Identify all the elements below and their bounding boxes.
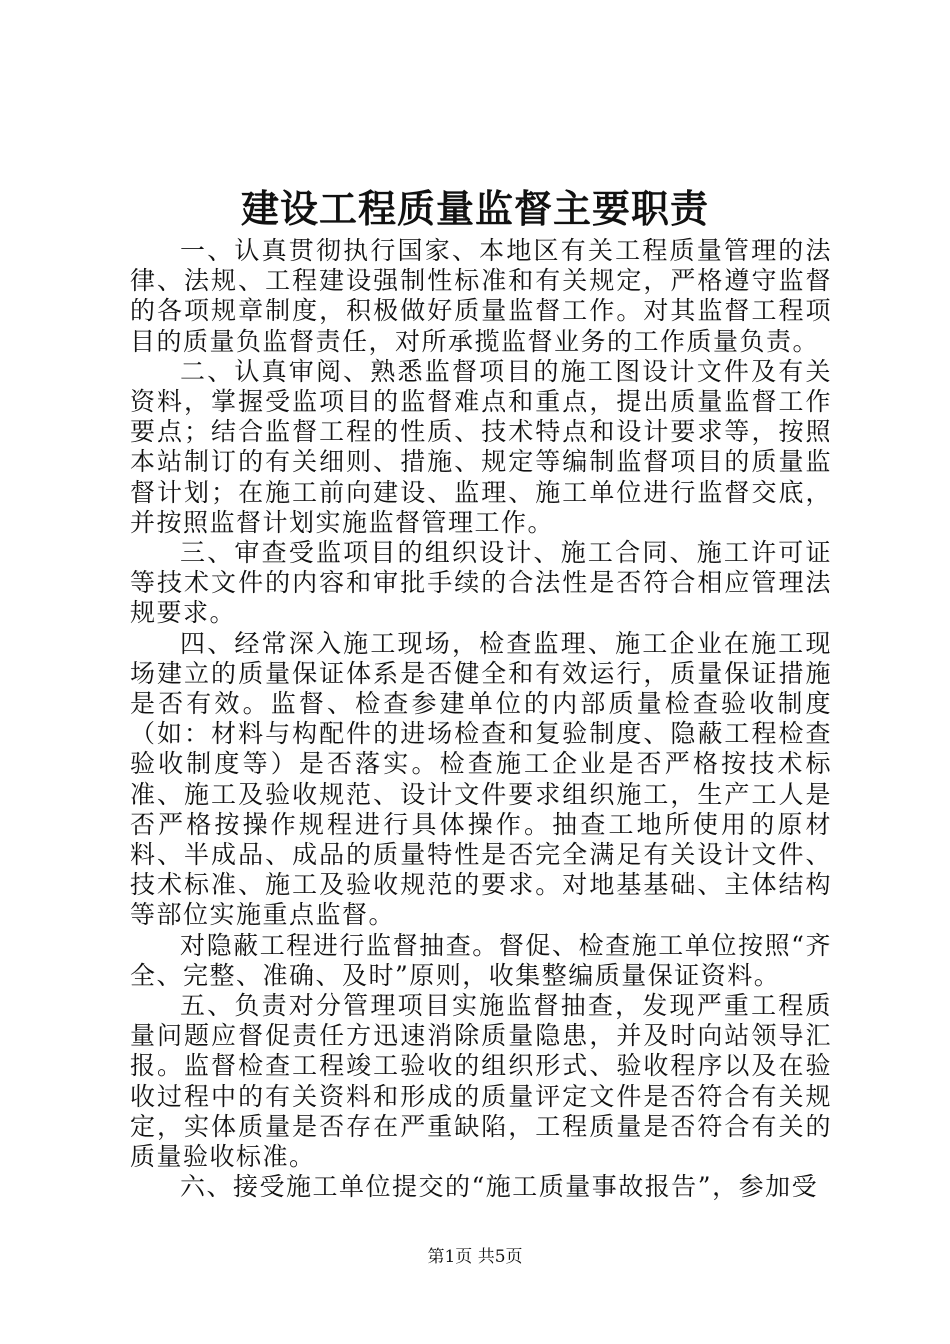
paragraph-1: 一、认真贯彻执行国家、本地区有关工程质量管理的法律、法规、工程建设强制性标准和有关规定，严格遵守监督的各项规章制度，积极做好质量监督工作。对其监督工程项目的质量负监督责任，对所承揽监督业务的工作质量负责。 xyxy=(130,236,832,356)
document-body xyxy=(130,236,832,1203)
paragraph-7: 六、接受施工单位提交的“施工质量事故报告”，参加受 xyxy=(180,1172,819,1202)
paragraph-3: 三、审查受监项目的组织设计、施工合同、施工许可证等技术文件的内容和审批手续的合法性是否符合相应管理法规要求。 xyxy=(130,538,832,628)
paragraph-2: 二、认真审阅、熟悉监督项目的施工图设计文件及有关资料，掌握受监项目的监督难点和重点，提出质量监督工作要点；结合监督工程的性质、技术特点和设计要求等，按照本站制订的有关细则、措施、规定等编制监督项目的质量监督计划；在施工前向建设、监理、施工单位进行监督交底，并按照监督计划实施监督管理工作。 xyxy=(130,356,832,537)
paragraph-4: 四、经常深入施工现场，检查监理、施工企业在施工现场建立的质量保证体系是否健全和有效运行，质量保证措施是否有效。监督、检查参建单位的内部质量检查验收制度（如：材料与构配件的进场检查和复验制度、隐蔽工程检查验收制度等）是否落实。检查施工企业是否严格按技术标准、施工及验收规范、设计文件要求组织施工，生产工人是否严格按操作规程进行具体操作。抽查工地所使用的原材料、半成品、成品的质量特性是否完全满足有关设计文件、技术标准、施工及验收规范的要求。对地基基础、主体结构等部位实施重点监督。 xyxy=(130,628,832,930)
paragraph-5: 对隐蔽工程进行监督抽查。督促、检查施工单位按照“齐全、完整、准确、及时”原则，收集整编质量保证资料。 xyxy=(130,930,832,990)
page-footer: 第1页 共5页 xyxy=(427,1247,523,1267)
paragraph-6: 五、负责对分管理项目实施监督抽查，发现严重工程质量问题应督促责任方迅速消除质量隐患，并及时向站领导汇报。监督检查工程竣工验收的组织形式、验收程序以及在验收过程中的有关资料和形成的质量评定文件是否符合有关规定，实体质量是否存在严重缺陷，工程质量是否符合有关的质量验收标准。 xyxy=(130,991,832,1172)
document-title: 建设工程质量监督主要职责 xyxy=(240,186,709,231)
